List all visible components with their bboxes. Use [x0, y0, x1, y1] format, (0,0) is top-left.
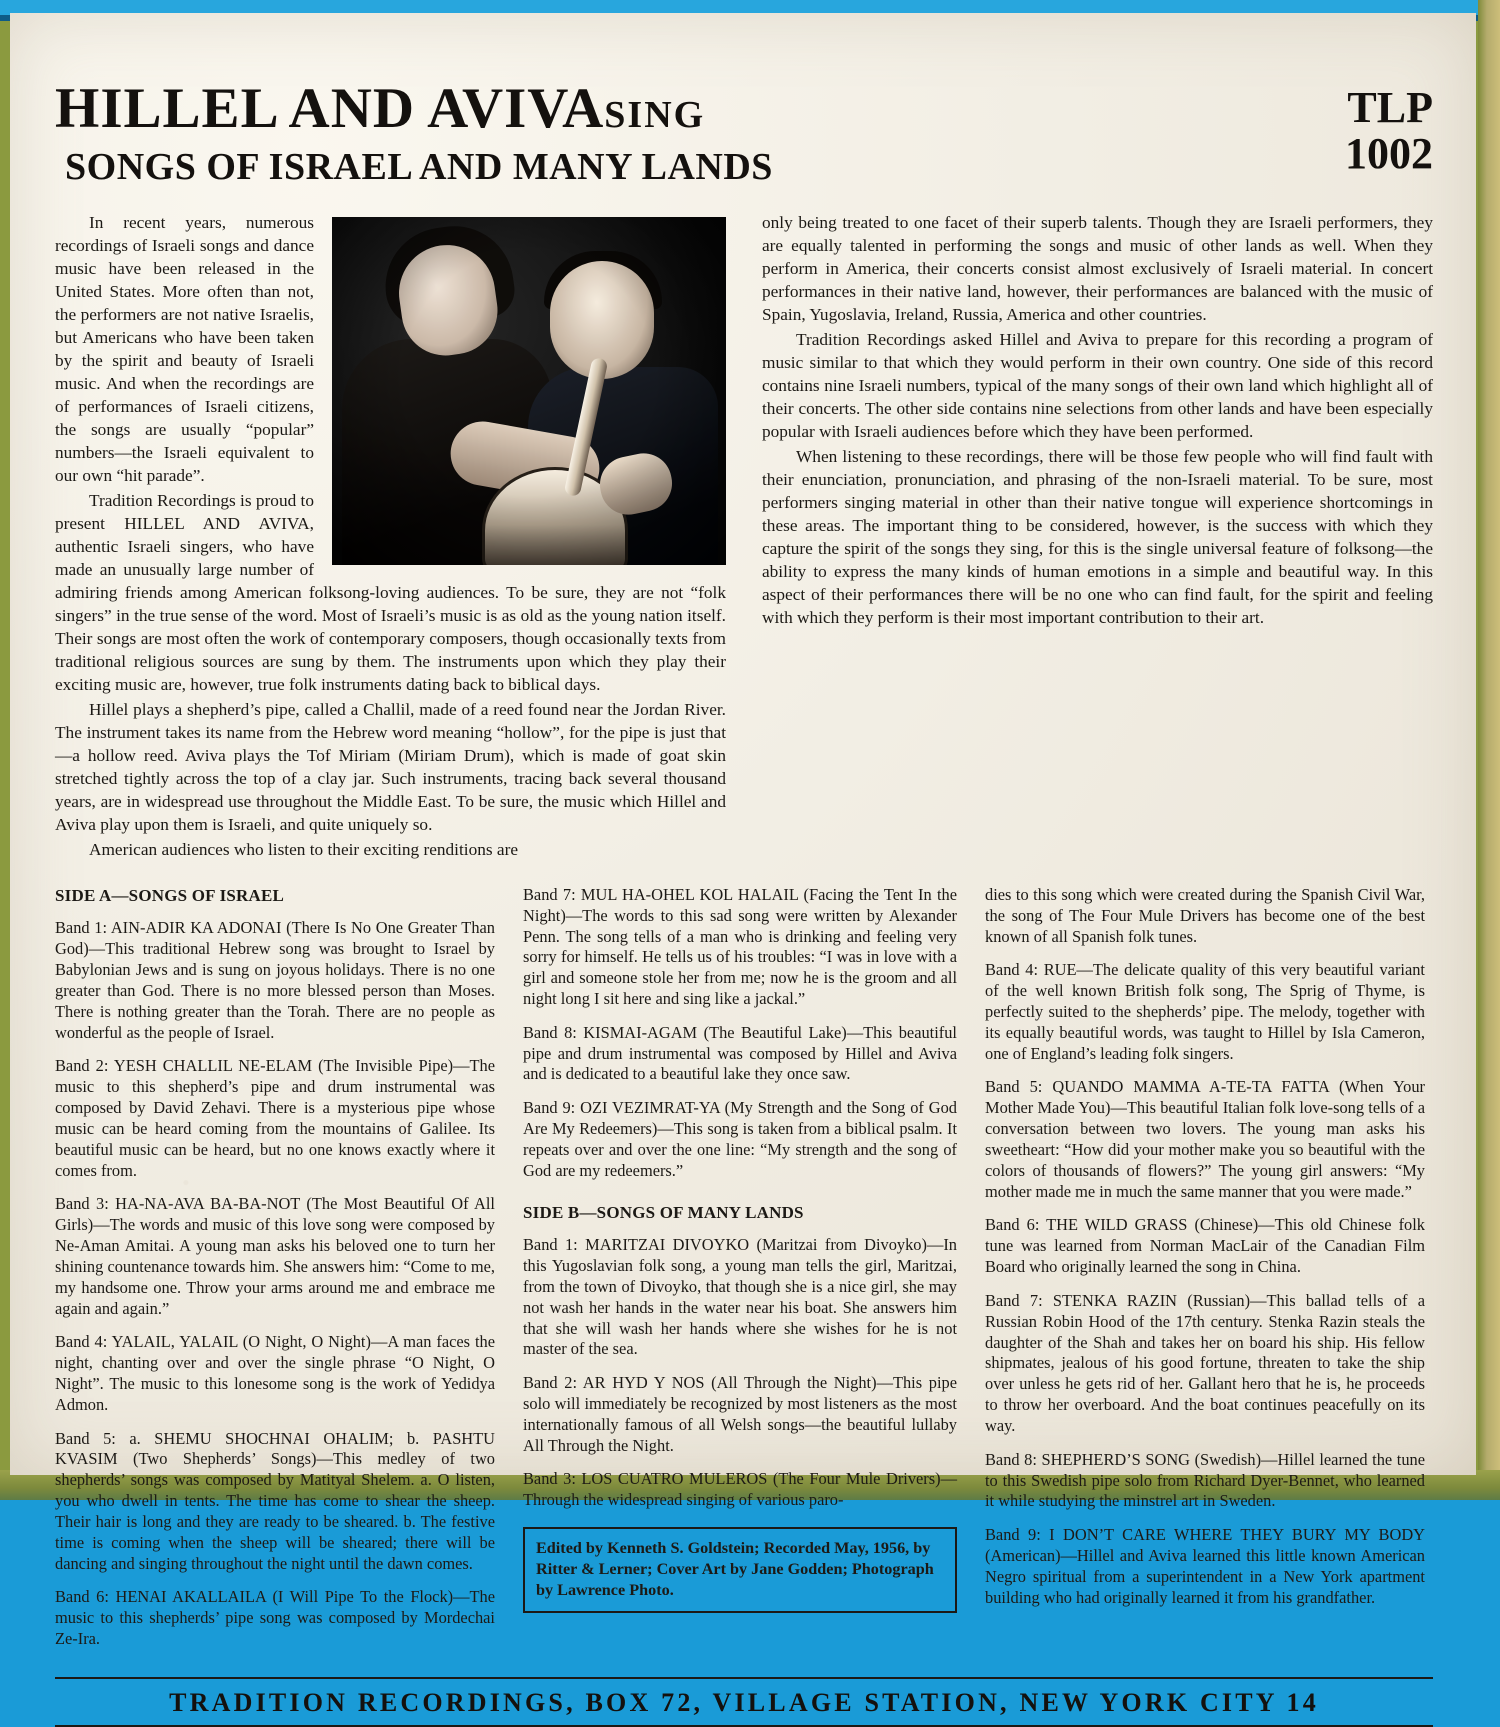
side-b-heading: SIDE B—SONGS OF MANY LANDS: [523, 1202, 957, 1224]
track-note: Band 3: LOS CUATRO MULEROS (The Four Mule Drivers)—Through the widespread singing of various paro-: [523, 1469, 957, 1511]
track-note: Band 8: KISMAI-AGAM (The Beautiful Lake)—This beautiful pipe and drum instrumental was composed by Hillel and Aviva and is dedicated to a beautiful lake they once saw.: [523, 1023, 957, 1085]
photo-vignette: [332, 217, 726, 565]
intro-section: [55, 211, 1433, 861]
album-title-main: HILLEL AND AVIVA: [55, 77, 604, 140]
catalog-number-block: [1345, 81, 1433, 177]
track-note: Band 2: AR HYD Y NOS (All Through the Night)—This pipe solo will immediately be recognized by most listeners as the most internationally famous of all Welsh songs—the beautiful lullaby All Through the Night.: [523, 1373, 957, 1456]
intro-paragraph: Hillel plays a shepherd’s pipe, called a Challil, made of a reed found near the Jordan River. The instrument takes its name from the Hebrew word meaning “hollow”, for the pipe is just that—a hollow reed. Aviva plays the Tof Miriam (Miriam Drum), which is made of goat skin stretched tightly across the top of a clay jar. Such instruments, tracing back several thousand years, are in widespread use throughout the Middle East. To be sure, the music which Hillel and Aviva play upon them is Israeli, and quite uniquely so.: [55, 698, 726, 836]
sleeve-right-edge: [1478, 0, 1500, 1500]
intro-paragraph: Tradition Recordings is proud to present HILLEL AND AVIVA, authentic Israeli singers, who have made an unusually large number of admiring friends among American folksong-loving audiences. To be sure, they are not “folk singers” in the true sense of the word. Most of Israeli’s music is as old as the young nation itself. Their songs are most often the work of contemporary composers, though occasionally texts from traditional religious sources are sung by them. The instruments upon which they play their exciting music are, however, true folk instruments dating back to biblical days.: [55, 489, 726, 696]
liner-notes-content: [55, 81, 1433, 1727]
track-note: Band 7: STENKA RAZIN (Russian)—This ballad tells of a Russian Robin Hood of the 17th century. Stenka Razin steals the daughter of the Shah and takes her on board his ship. His fellow shipmates, jealous of his good fortune, threaten to take the ship over unless he gets rid of her. Gallant hero that he is, he proceeds to throw her overboard. And the boat continues peacefully on its way.: [985, 1291, 1425, 1437]
album-subtitle: SONGS OF ISRAEL AND MANY LANDS: [65, 145, 1345, 189]
intro-paragraph: In recent years, numerous recordings of Israeli songs and dance music have been released in the United States. More often than not, the performers are not native Israelis, but Americans who have been taken by the spirit and beauty of Israeli music. And when the recordings are of performances of Israeli citizens, the songs are usually “popular” numbers—the Israeli equivalent to our own “hit parade”.: [55, 211, 726, 487]
intro-paragraph: only being treated to one facet of their superb talents. Though they are Israeli performers, they are equally talented in performing the songs and music of other lands as well. When they perform in America, their concerts consist almost exclusively of Israeli material. In concert performances in their native land, however, their performances are balanced with the music of Spain, Yugoslavia, Ireland, Russia, America and other countries.: [762, 211, 1433, 326]
track-note: Band 9: OZI VEZIMRAT-YA (My Strength and the Song of God Are My Redeemers)—This song is taken from a biblical psalm. It repeats over and over the one line: “My strength and the song of God are my redeemers.”: [523, 1098, 957, 1181]
track-note: Band 1: AIN-ADIR KA ADONAI (There Is No One Greater Than God)—This traditional Hebrew song was brought to Israel by Babylonian Jews and is sung on joyous holidays. There is no one greater than God. There is no more blessed person than Moses. There is nothing greater than the Torah. There are no people as wonderful as the people of Israel.: [55, 918, 495, 1043]
intro-paragraph: Tradition Recordings asked Hillel and Aviva to prepare for this recording a program of music similar to that which they would perform in their own country. One side of this record contains nine Israeli numbers, typical of the many songs of their own land which highlight all of their concerts. The other side contains nine selections from other lands and have been especially popular with Israeli audiences before which they have been performed.: [762, 328, 1433, 443]
track-note: Band 4: RUE—The delicate quality of this very beautiful variant of the well known British folk song, The Sprig of Thyme, is perfectly suited to the shepherds’ pipe. The melody, together with its equally beautiful words, was taught to Hillel by Isla Cameron, one of England’s leading folk singers.: [985, 960, 1425, 1064]
intro-column-right: [762, 211, 1433, 861]
track-notes-section: [55, 885, 1433, 1663]
side-a-heading: SIDE A—SONGS OF ISRAEL: [55, 885, 495, 907]
title-row: [55, 81, 1433, 189]
notes-column-2: [523, 885, 957, 1663]
footer-divider-top: [55, 1677, 1433, 1679]
track-note: Band 9: I DON’T CARE WHERE THEY BURY MY BODY (American)—Hillel and Aviva learned this little known American Negro spiritual from a superintendent in a New York apartment building who had originally learned it from his grandfather.: [985, 1525, 1425, 1608]
track-note: dies to this song which were created during the Spanish Civil War, the song of The Four Mule Drivers has become one of the best known of all Spanish folk tunes.: [985, 885, 1425, 947]
intro-paragraph: American audiences who listen to their exciting renditions are: [55, 838, 726, 861]
track-note: Band 2: YESH CHALLIL NE-ELAM (The Invisible Pipe)—The music to this shepherd’s pipe and drum instrumental was composed by David Zehavi. There is a mysterious pipe whose music can be heard coming from the mountains of Galilee. Its beautiful music can be heard, but no one knows exactly where it comes from.: [55, 1056, 495, 1181]
page-title: [55, 81, 1345, 137]
intro-column-left: [55, 211, 726, 861]
track-note: Band 6: THE WILD GRASS (Chinese)—This old Chinese folk tune was learned from Norman MacLair of the Canadian Film Board who originally learned the song in China.: [985, 1215, 1425, 1277]
track-note: Band 3: HA-NA-AVA BA-BA-NOT (The Most Beautiful Of All Girls)—The words and music of this love song were composed by Ne-Aman Amitai. A young man asks his beloved one to turn her shining countenance towards him. She answers him: “Come to me, my handsome one. Throw your arms around me and embrace me again and again.”: [55, 1194, 495, 1319]
catalog-number: 1002: [1345, 131, 1433, 177]
track-note: Band 5: a. SHEMU SHOCHNAI OHALIM; b. PASHTU KVASIM (Two Shepherds’ Songs)—This medley of two shepherds’ songs was composed by Matityal Shelem. a. O listen, you who dwell in tents. The time has come to shear the sheep. Their hair is long and they are ready to be sheared. b. The festive time is coming when the sheep will be sheared; there will be dancing and singing throughout the night until the dawn comes.: [55, 1429, 495, 1575]
track-note: Band 5: QUANDO MAMMA A-TE-TA FATTA (When Your Mother Made You)—This beautiful Italian folk love-song tells of a conversation between two lovers. The young man asks his sweetheart: “How did your mother make you so beautiful with the colors of thousands of flowers?” The young girl answers: “My mother made me in much the same manner that you were made.”: [985, 1077, 1425, 1202]
track-note: Band 1: MARITZAI DIVOYKO (Maritzai from Divoyko)—In this Yugoslavian folk song, a young man tells the girl, Maritzai, from the town of Divoyko, that though she is a nice girl, she may not wash her hands in the water near his boat. She answers him that she will wash her hands where she wishes for he is not master of the sea.: [523, 1235, 957, 1360]
track-note: Band 4: YALAIL, YALAIL (O Night, O Night)—A man faces the night, chanting over and over the single phrase “O Night, O Night”. The music to this lonesome song is the work of Yedidya Admon.: [55, 1332, 495, 1415]
cover-photo-wrap: [332, 217, 726, 565]
track-note: Band 8: SHEPHERD’S SONG (Swedish)—Hillel learned the tune to this Swedish pipe solo from Richard Dyer-Bennet, who learned it while studying the minstrel art in Sweden.: [985, 1450, 1425, 1512]
notes-column-3: [985, 885, 1425, 1663]
catalog-prefix: TLP: [1345, 85, 1433, 131]
intro-paragraph: When listening to these recordings, there will be those few people who will find fault with their enunciation, pronunciation, and phrasing of the non-Israeli material. To be sure, most performers singing material in other than their native tongue will experience shortcomings in these areas. The important thing to be considered, however, is the success with which they capture the spirit of the songs they sing, for this is the single universal feature of folksong—the ability to express the many kinds of human emotions in a simple and beautiful way. In this aspect of their performances there will be no one who can find fault, for the spirit and feeling with which they perform is their most important contribution to their art.: [762, 445, 1433, 629]
track-note: Band 7: MUL HA-OHEL KOL HALAIL (Facing the Tent In the Night)—The words to this sad song were written by Alexander Penn. The song tells of a man who is drinking and feeling very sorry for himself. He tells us of his troubles: “I was in love with a girl and someone stole her from me; now he is the groom and all night long I sit here and sing like a jackal.”: [523, 885, 957, 1010]
notes-column-1: [55, 885, 495, 1663]
credits-box: Edited by Kenneth S. Goldstein; Recorded May, 1956, by Ritter & Lerner; Cover Art by Jane Godden; Photograph by Lawrence Photo.: [523, 1527, 957, 1613]
track-note: Band 6: HENAI AKALLAILA (I Will Pipe To the Flock)—The music to this shepherds’ pipe song was composed by Mordechai Ze-Ira.: [55, 1587, 495, 1649]
publisher-footer: TRADITION RECORDINGS, BOX 72, VILLAGE STATION, NEW YORK CITY 14: [55, 1688, 1433, 1718]
album-back-cover: [10, 13, 1476, 1475]
title-block: [55, 81, 1345, 189]
performers-photo: [332, 217, 726, 565]
album-title-sing: SING: [604, 94, 705, 136]
